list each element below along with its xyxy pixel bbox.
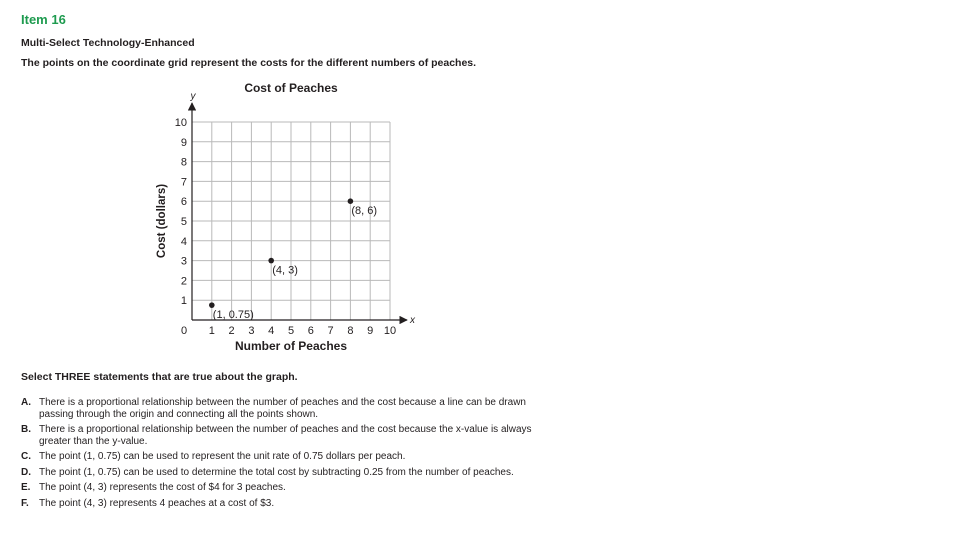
y-axis-title: Cost (dollars) xyxy=(156,183,168,259)
data-point xyxy=(268,258,274,264)
option-letter: C. xyxy=(21,451,31,462)
select-instruction: Select THREE statements that are true about the graph. xyxy=(21,371,298,383)
option-a[interactable] xyxy=(21,397,561,421)
option-d[interactable] xyxy=(21,467,561,479)
x-tick-label: 8 xyxy=(347,325,354,337)
option-f[interactable] xyxy=(21,498,561,510)
x-tick-label: 1 xyxy=(208,325,215,337)
option-text: The point (1, 0.75) can be used to determine the total cost by subtracting 0.25 from the number of peaches. xyxy=(39,467,514,478)
option-text: The point (4, 3) represents 4 peaches at a cost of $3. xyxy=(39,498,275,509)
option-text: There is a proportional relationship between the number of peaches and the cost because the x-value is always greater than the y-value. xyxy=(39,424,532,447)
option-c[interactable] xyxy=(21,451,561,463)
y-axis-letter: y xyxy=(190,91,196,102)
y-tick-label: 5 xyxy=(180,216,187,228)
option-e[interactable] xyxy=(21,482,561,494)
x-tick-label: 2 xyxy=(228,325,235,337)
option-letter: E. xyxy=(21,482,31,493)
x-axis-letter: x xyxy=(410,315,415,326)
y-tick-label: 4 xyxy=(180,235,187,248)
item-prompt: The points on the coordinate grid represent the costs for the different numbers of peaches. xyxy=(21,57,477,69)
option-b[interactable] xyxy=(21,424,561,448)
x-tick-label: 7 xyxy=(327,325,334,337)
y-tick-label: 6 xyxy=(180,196,187,209)
y-tick-label: 3 xyxy=(180,255,187,268)
data-point-label: (8, 6) xyxy=(351,205,378,218)
y-tick-label: 1 xyxy=(180,295,187,308)
data-point-label: (1, 0.75) xyxy=(212,309,254,322)
y-tick-label: 7 xyxy=(180,176,187,189)
option-letter: D. xyxy=(21,467,31,478)
x-tick-label: 9 xyxy=(367,325,374,337)
x-tick-label: 4 xyxy=(268,325,275,337)
y-tick-label: 10 xyxy=(174,117,187,129)
data-point xyxy=(348,198,354,204)
option-letter: B. xyxy=(21,424,31,435)
x-tick-label: 6 xyxy=(307,325,314,337)
data-point-label: (4, 3) xyxy=(272,264,298,277)
chart-title: Cost of Peaches xyxy=(244,81,338,95)
grid-lines xyxy=(192,122,390,320)
option-letter: F. xyxy=(21,498,29,509)
x-tick-label: 0 xyxy=(180,325,188,337)
x-tick-label: 3 xyxy=(248,325,255,337)
option-text: There is a proportional relationship between the number of peaches and the cost because a line can be drawn passing through the origin and connecting all the points shown. xyxy=(39,397,526,420)
y-tick-label: 9 xyxy=(180,136,187,149)
answer-options xyxy=(21,397,561,513)
item-title: Item 16 xyxy=(21,12,66,27)
x-tick-label: 10 xyxy=(383,325,397,337)
option-text: The point (4, 3) represents the cost of $4 for 3 peaches. xyxy=(39,482,286,493)
y-tick-label: 2 xyxy=(180,275,187,288)
option-text: The point (1, 0.75) can be used to represent the unit rate of 0.75 dollars per peach. xyxy=(39,451,406,462)
y-tick-label: 8 xyxy=(180,156,187,169)
x-axis-title: Number of Peaches xyxy=(234,339,348,353)
item-type: Multi-Select Technology-Enhanced xyxy=(21,37,195,49)
data-point xyxy=(209,302,215,308)
x-tick-label: 5 xyxy=(287,325,295,337)
option-letter: A. xyxy=(21,397,31,408)
